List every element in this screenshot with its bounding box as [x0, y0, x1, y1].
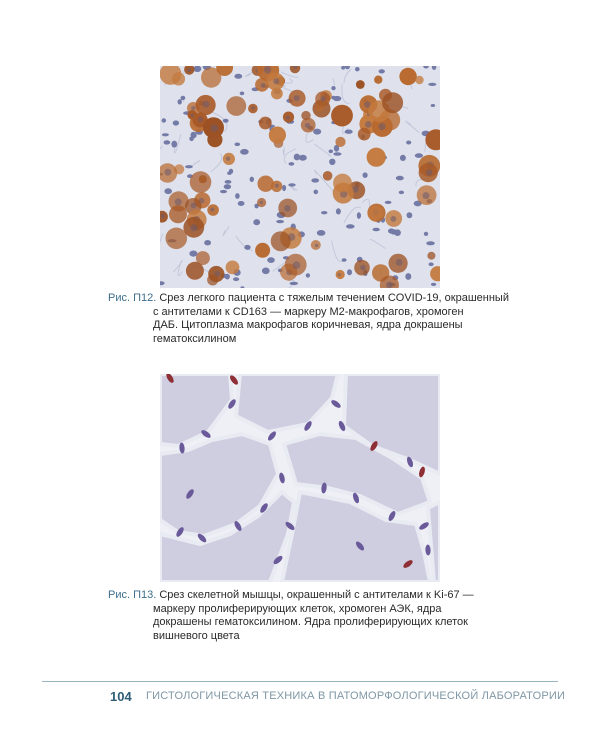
- caption-line: Срез скелетной мышцы, окрашенный с антителами к Ki-67 —: [159, 589, 474, 601]
- muscle-micrograph-figure: [160, 374, 440, 582]
- muscle-micrograph-image: [160, 374, 440, 582]
- lung-micrograph-figure: [160, 66, 440, 288]
- running-title: ГИСТОЛОГИЧЕСКАЯ ТЕХНИКА В ПАТОМОРФОЛОГИЧЕСКОЙ ЛАБОРАТОРИИ: [146, 690, 566, 702]
- figure-caption-p12: [108, 292, 508, 346]
- footer-divider: [42, 681, 558, 682]
- caption-line: ДАБ. Цитоплазма макрофагов коричневая, ядра докрашены: [153, 319, 463, 332]
- figure-label: Рис. П12.: [108, 292, 157, 304]
- figure-caption-p13: [108, 589, 508, 643]
- caption-line: докрашены гематоксилином. Ядра пролиферирующих клеток: [153, 616, 468, 629]
- figure-label: Рис. П13.: [108, 589, 157, 601]
- caption-line: гематоксилином: [153, 332, 237, 345]
- caption-line: Срез легкого пациента с тяжелым течением COVID-19, окрашенный: [159, 292, 509, 304]
- page-number: 104: [110, 689, 132, 704]
- lung-micrograph-image: [160, 66, 440, 288]
- caption-line: маркеру пролиферирующих клеток, хромоген АЭК, ядра: [153, 602, 442, 615]
- caption-line: вишневого цвета: [153, 629, 240, 642]
- caption-line: с антителами к CD163 — маркеру М2-макрофагов, хромоген: [153, 305, 464, 318]
